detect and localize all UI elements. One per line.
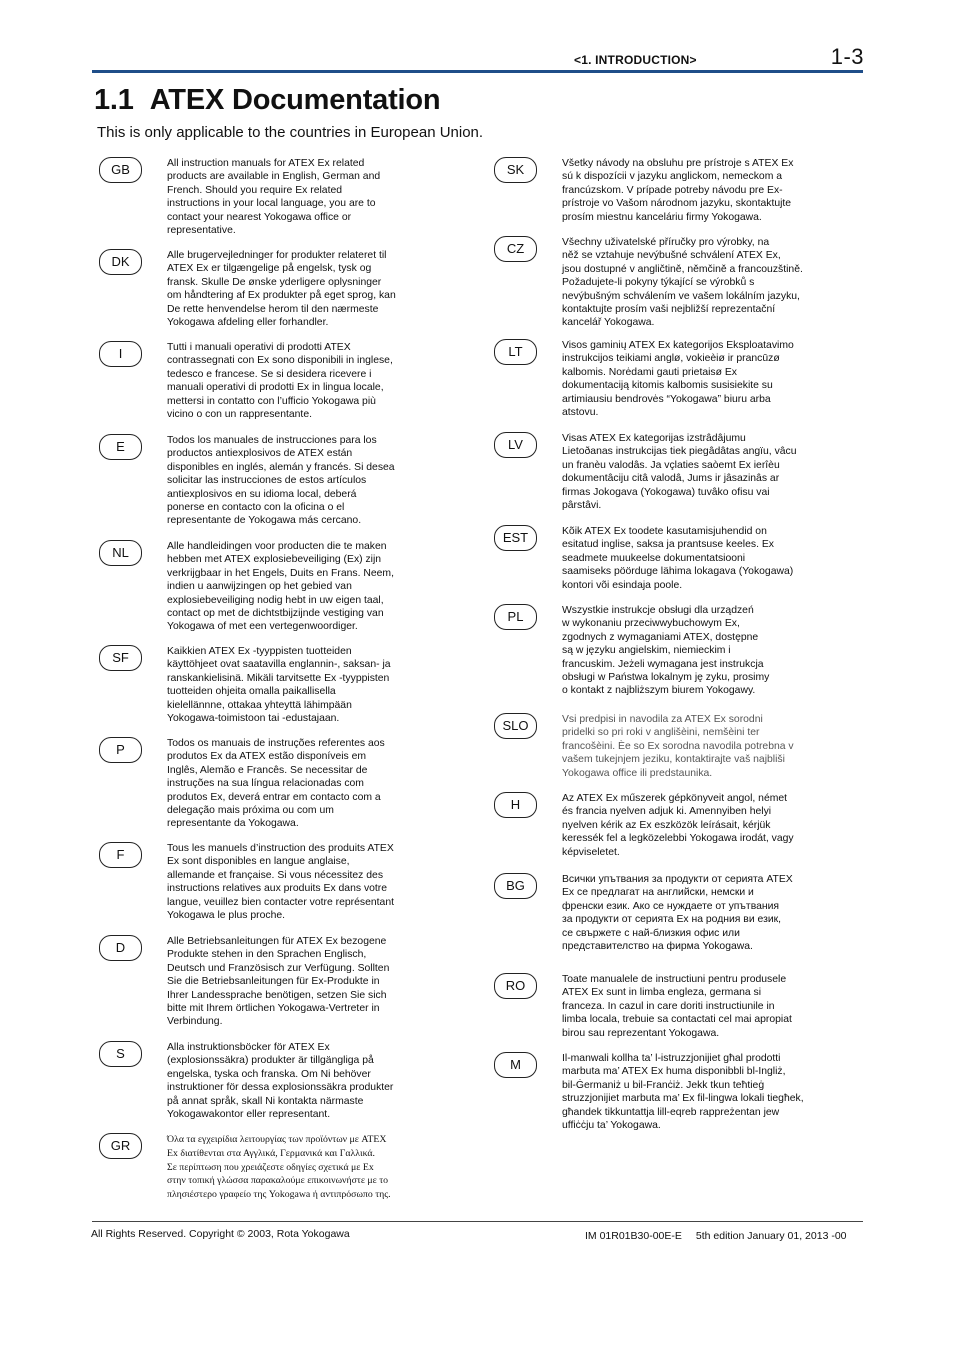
language-badge: SK (494, 157, 537, 183)
language-text: Il-manwali kollha ta’ l-istruzzjonijiet għal prodotti marbuta ma’ ATEX Ex huma disponibbli bl-Ingliż, bil-Ġermaniż u bil-Franċiż. Jekk tkun teħtieġ struzzjonijiet marbuta ma’ Ex fil-lingwa lokali tiegħek, għandek tikkuntattja lill-eqreb rappreżentan jew uffiċċju ta’ Yokogawa. (562, 1053, 804, 1132)
language-text: Kaikkien ATEX Ex -tyyppisten tuotteiden käyttöhjeet ovat saatavilla englannin-, saksan- ja ranskankielisinä. Mikäli tarvitsette Ex -tyyppisten tuotteiden ohjeita omalla paikallisella kielellännne, ottakaa yhteyttä lähimpään Yokogawa-toimistoon tai -edustajaan. (167, 646, 391, 725)
language-badge: SLO (494, 713, 537, 739)
language-text: Všetky návody na obsluhu pre prístroje s ATEX Ex sú k dispozícii v jazyku anglickom, nemeckom a francúzskom. V prípade potreby návodu pre Ex- prístroje vo Vašom národnom jazyku, skontaktujte prosím miestnu kanceláriu firmy Yokogawa. (562, 158, 794, 223)
language-badge: RO (494, 973, 537, 999)
language-text: Всички упътвания за продукти от серията ATEX Ex се предлагат на английски, немски и френски език. Ако се нуждаете от упътвания за продукти от серията Ex на родния ви език, се свържете с най-близкия офис или представителство на фирма Yokogawa. (562, 874, 793, 953)
page-subtitle: This is only applicable to the countries in European Union. (97, 124, 484, 141)
language-badge: GR (99, 1133, 142, 1159)
footer-doc-info (585, 1230, 847, 1242)
language-badge: H (494, 792, 537, 818)
language-text: Wszystkie instrukcje obsługi dla urządzeń w wykonaniu przeciwwybuchowym Ex, zgodnych z wymaganiami ATEX, dostępne są w języku angielskim, niemieckim i francuskim. Jeżeli wymagana jest instrukcja obsługi w Państwa lokalnym ję zyku, prosimy o kontakt z najbliższym biurem Yokogawy. (562, 605, 770, 697)
language-badge: F (99, 842, 142, 868)
language-badge: D (99, 935, 142, 961)
language-text: Visas ATEX Ex kategorijas izstrâdâjumu Lietoðanas instrukcijas tiek piegâdâtas angïu, vâcu un franèu valodâs. Ja vçlaties saòemt Ex ierîèu dokumentâciju citâ valodâ, Jums ir jâsazinâs ar firmas Jokogava (Yokogawa) tuvâko ofisu vai pârstâvi. (562, 433, 797, 512)
language-badge: SF (99, 645, 142, 671)
section-title: ATEX Documentation (149, 84, 441, 116)
language-text: Alle Betriebsanleitungen für ATEX Ex bezogene Produkte stehen in den Sprachen Englisch, Deutsch und Französisch zur Verfügung. Sollten Sie die Betriebsanleitungen für Ex-Produkte in Ihrer Landessprache benötigen, setzen Sie sich bitte mit Ihrem örtlichen Yokogawa-Vertreter in Verbindung. (167, 936, 390, 1028)
language-badge: LV (494, 432, 537, 458)
language-badge: NL (99, 540, 142, 566)
language-badge: S (99, 1041, 142, 1067)
footer-rule (92, 1221, 863, 1222)
language-badge: PL (494, 604, 537, 630)
language-badge: CZ (494, 236, 537, 262)
language-text: Vsi predpisi in navodila za ATEX Ex sorodni pridelki so pri roki v anglišèini, nemšèini ter francošèini. Èe so Ex sorodna navodila potrebna v vašem tukejnjem jeziku, kontaktirajte vaš najbliši Yokogawa office ili predstaunika. (562, 714, 794, 779)
language-text: Alle brugervejledninger for produkter relateret til ATEX Ex er tilgængelige på engelsk, tysk og fransk. Skulle De ønske yderligere oplysninger om håndtering af Ex produkter på eget sprog, kan De rette henvendelse herom til den nærmeste Yokogawa afdeling eller forhandler. (167, 250, 396, 329)
language-badge: P (99, 737, 142, 763)
header-rule (92, 70, 863, 73)
section-number: 1.1 (94, 84, 134, 116)
language-text: All instruction manuals for ATEX Ex related products are available in English, German and French. Should you require Ex related instructions in your local language, you are to contact your nearest Yokogawa office or representative. (167, 158, 381, 237)
language-text: Alle handleidingen voor producten die te maken hebben met ATEX explosiebeveiliging (Ex) zijn verkrijgbaar in het Engels, Duits en Frans. Neem, indien u aanwijzingen op het gebied van explosiebeveiliging nodig hebt in uw eigen taal, contact op met de dichtstbijzijnde vestiging van Yokogawa of met een vertegenwoordiger. (167, 541, 394, 633)
page-number: 1-3 (830, 44, 864, 69)
language-text: Kõik ATEX Ex toodete kasutamisjuhendid on esitatud inglise, saksa ja prantsuse keeles. Ex seadmete muukeelse dokumentatsiooni saamiseks pöörduge lähima lokagava (Yokogawa) kontori või esindaja poole. (562, 526, 794, 591)
language-badge: E (99, 434, 142, 460)
edition-info: 5th edition January 01, 2013 -00 (695, 1230, 847, 1242)
language-badge: I (99, 341, 142, 367)
language-text: Visos gaminių ATEX Ex kategorijos Eksploatavimo instrukcijos teikiami anglø, vokieèiø ir prancūzø kalbomis. Norėdami gauti prietaisø Ex dokumentaciją kitomis kalbomis susisiekite su artimiausiu bendrovės “Yokogawa” biuru arba atstovu. (562, 340, 794, 419)
language-text: Toate manualele de instructiuni pentru produsele ATEX Ex sunt in limba engleza, germana si franceza. In cazul in care doriti instructiunile in limba locala, trebuie sa contactati cel mai apropiat birou sau reprezentant Yokogawa. (562, 974, 792, 1039)
language-badge: BG (494, 873, 537, 899)
language-badge: GB (99, 157, 142, 183)
language-badge: M (494, 1052, 537, 1078)
language-text: Tous les manuels d’instruction des produits ATEX Ex sont disponibles en langue anglaise, allemande et française. Si vous nécessitez des instructions relatives aux produits Ex dans votre langue, veuillez bien contacter votre représentant Yokogawa le plus proche. (167, 843, 395, 922)
section-label: <1. INTRODUCTION> (574, 53, 697, 67)
footer-copyright: All Rights Reserved. Copyright © 2003, Rota Yokogawa (91, 1228, 350, 1240)
language-badge: LT (494, 339, 537, 365)
language-badge: DK (99, 249, 142, 275)
language-badge: EST (494, 525, 537, 551)
language-text: Všechny uživatelské příručky pro výrobky, na něž se vztahuje nevýbušné schválení ATEX Ex, jsou dostupné v angličtině, němčině a francouzštině. Požadujete-li pokyny týkající se výrobků s nevýbušným schválením ve vašem lokálním jazyku, kontaktujte prosím vaši nejbližší reprezentační kancelář Yokogawa. (562, 237, 803, 329)
page-title (94, 84, 440, 117)
language-text: Όλα τα εγχειρίδια λειτουργίας των προϊόντων με ATEX Ex διατίθενται στα Αγγλικά, Γερμανικά και Γαλλικά. Σε περίπτωση που χρειάζεστε οδηγίες σχετικά με Ex στην τοπική γλώσσα παρακαλούμε επικοινωνήστε με το πλησιέστερο γραφείο της Yokogawa ή αντιπρόσωπο της. (167, 1134, 391, 1201)
language-text: Alla instruktionsböcker för ATEX Ex (explosionssäkra) produkter är tillgängliga på engelska, tyska och franska. Om Ni behöver instruktioner för dessa explosionssäkra produkter på annat språk, skall Ni kontakta närmaste Yokogawakontor eller representant. (167, 1042, 394, 1121)
document-id: IM 01R01B30-00E-E (585, 1230, 682, 1242)
language-text: Tutti i manuali operativi di prodotti ATEX contrassegnati con Ex sono disponibili in inglese, tedesco e francese. Se si desidera ricevere i manuali operativi di prodotti Ex in lingua locale, mettersi in contatto con l’ufficio Yokogawa più vicino o con un rappresentante. (167, 342, 393, 421)
language-text: Todos os manuais de instruções referentes aos produtos Ex da ATEX estão disponíveis em Inglês, Alemão e Francês. Se necessitar de instruções na sua língua relacionadas com produtos Ex, deverá entrar em contacto com a delegação mais próxima ou com um representante da Yokogawa. (167, 738, 385, 830)
language-text: Az ATEX Ex műszerek gépkönyveit angol, német és francia nyelven adjuk ki. Amennyiben helyi nyelven kérik az Ex eszközök leírásait, kérjük keressék fel a legközelebbi Yokogawa irodát, vagy képviseletet. (562, 793, 794, 858)
language-text: Todos los manuales de instrucciones para los productos antiexplosivos de ATEX están disponibles en inglés, alemán y francés. Si desea solicitar las instrucciones de estos artículos antiexplosivos en su idioma local, deberá ponerse en contacto con la oficina o el representante de Yokogawa más cercano. (167, 435, 395, 527)
